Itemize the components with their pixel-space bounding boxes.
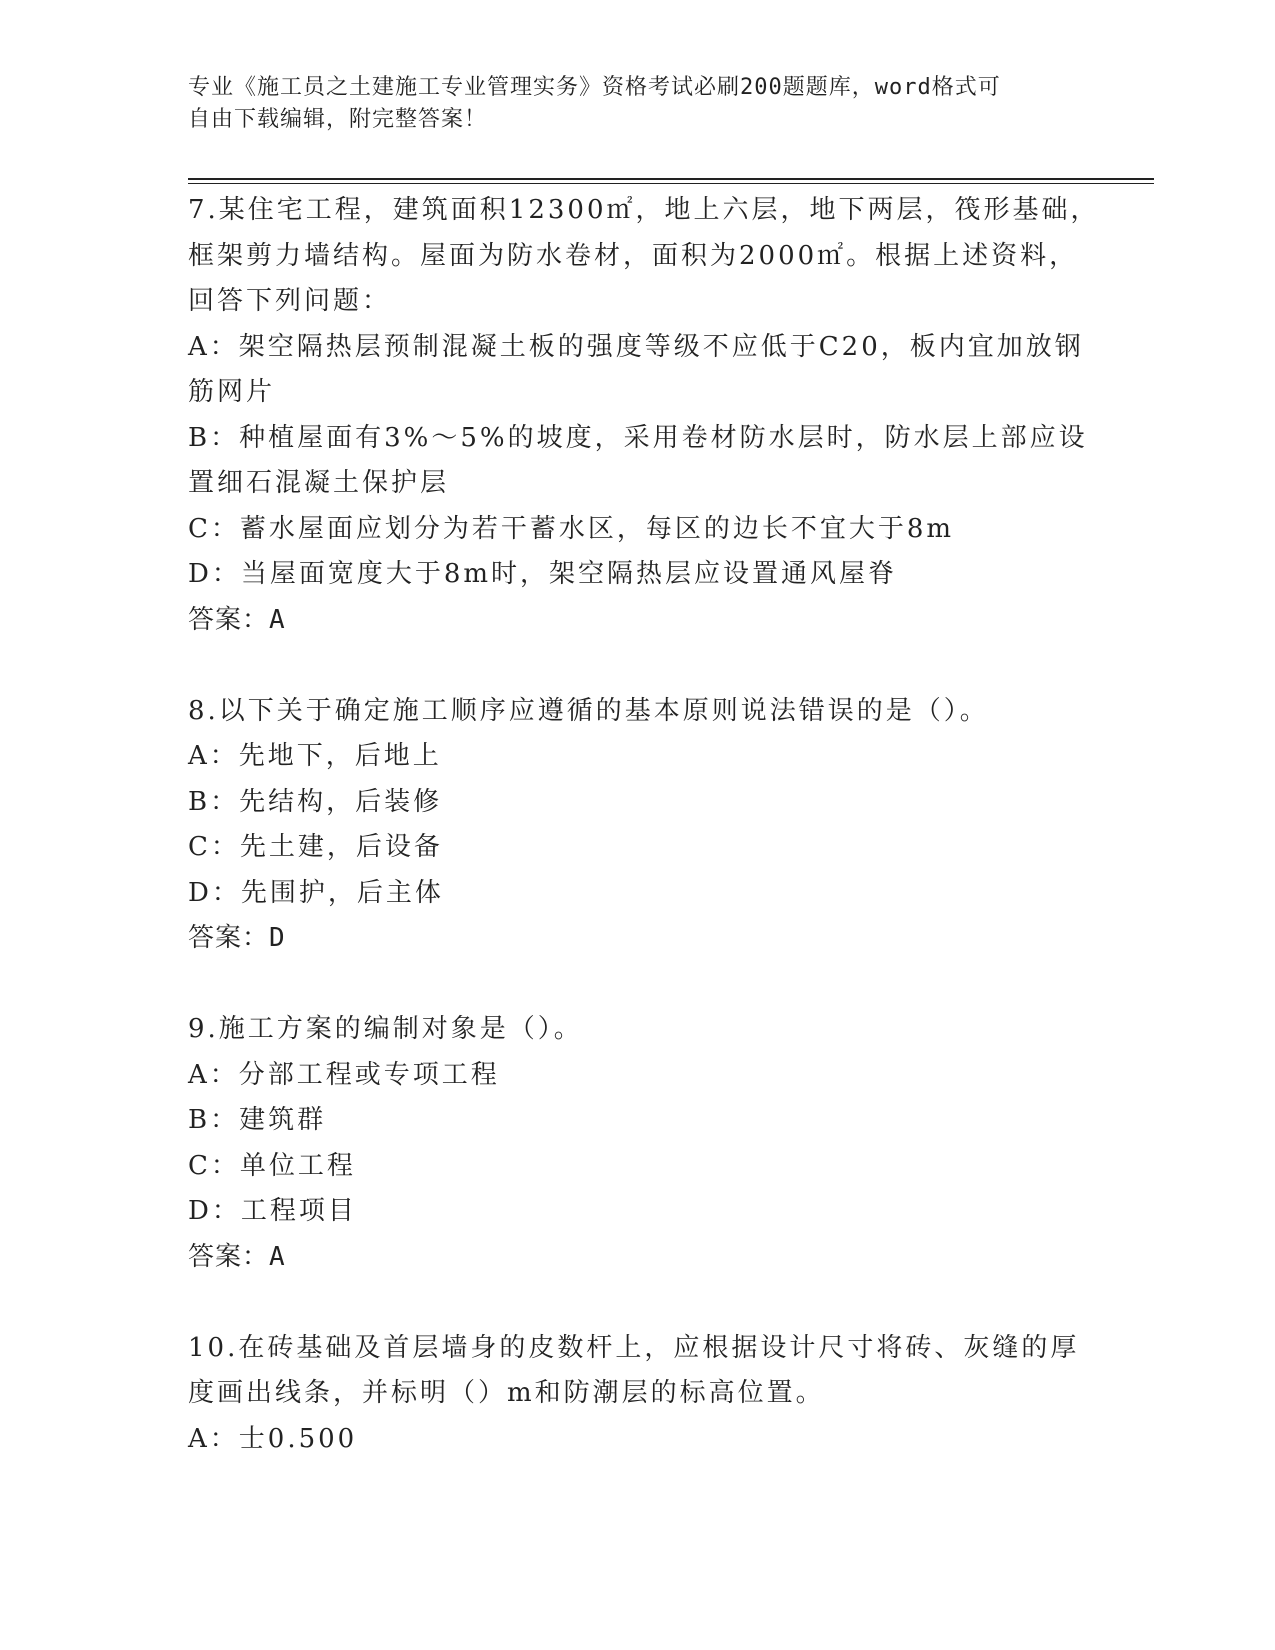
- answer-label: 答案：A: [188, 604, 286, 635]
- question-stem-line: 回答下列问题：: [188, 286, 392, 316]
- question-stem-line: 10.在砖基础及首层墙身的皮数杆上，应根据设计尺寸将砖、灰缝的厚: [188, 1332, 1080, 1363]
- option-a: A：士0.500: [188, 1423, 358, 1454]
- option-c: C：先土建，后设备: [188, 832, 443, 862]
- question-spacer: [188, 1280, 1088, 1326]
- option-a: A：先地下，后地上: [188, 741, 442, 771]
- answer-label: 答案：D: [188, 923, 286, 953]
- answer-label: 答案：A: [188, 1241, 286, 1272]
- option-b: B：建筑群: [188, 1105, 327, 1135]
- question-stem-line: 框架剪力墙结构。屋面为防水卷材，面积为2000㎡。根据上述资料，: [188, 240, 1079, 271]
- option-b: B：先结构，后装修: [188, 786, 443, 817]
- option-a-continued: 筋网片: [188, 377, 276, 407]
- question-stem-line: 度画出线条，并标明（）m和防潮层的标高位置。: [188, 1378, 825, 1408]
- question-8: [188, 689, 1088, 962]
- option-b-continued: 置细石混凝土保护层: [188, 468, 450, 498]
- question-7: [188, 188, 1100, 643]
- question-stem-line: 9.施工方案的编制对象是（）。: [188, 1014, 583, 1044]
- option-d: D：工程项目: [188, 1196, 357, 1226]
- header-divider-thick: [188, 178, 1154, 180]
- option-d: D：先围护，后主体: [188, 877, 444, 908]
- question-10: [188, 1326, 1088, 1463]
- option-c: C：单位工程: [188, 1150, 356, 1181]
- option-a: A：分部工程或专项工程: [188, 1059, 500, 1090]
- question-9: [188, 1007, 1088, 1280]
- question-stem-line: 8.以下关于确定施工顺序应遵循的基本原则说法错误的是（）。: [188, 695, 989, 726]
- header-line-2: 自由下载编辑，附完整答案！: [188, 107, 488, 132]
- question-stem-line: 7.某住宅工程，建筑面积12300㎡，地上六层，地下两层，筏形基础，: [188, 195, 1100, 225]
- option-b: B：种植屋面有3%～5%的坡度，采用卷材防水层时，防水层上部应设: [188, 422, 1088, 453]
- option-d: D：当屋面宽度大于8m时，架空隔热层应设置通风屋脊: [188, 559, 898, 589]
- question-spacer: [188, 643, 1088, 689]
- question-spacer: [188, 962, 1088, 1008]
- header-line-1: 专业《施工员之土建施工专业管理实务》资格考试必刷200题题库，word格式可: [188, 75, 1001, 100]
- option-a: A：架空隔热层预制混凝土板的强度等级不应低于C20，板内宜加放钢: [188, 331, 1084, 362]
- header-divider-thin: [188, 183, 1154, 184]
- question-list: [188, 188, 1100, 1462]
- document-header: [188, 72, 1088, 136]
- option-c: C：蓄水屋面应划分为若干蓄水区，每区的边长不宜大于8m: [188, 513, 955, 544]
